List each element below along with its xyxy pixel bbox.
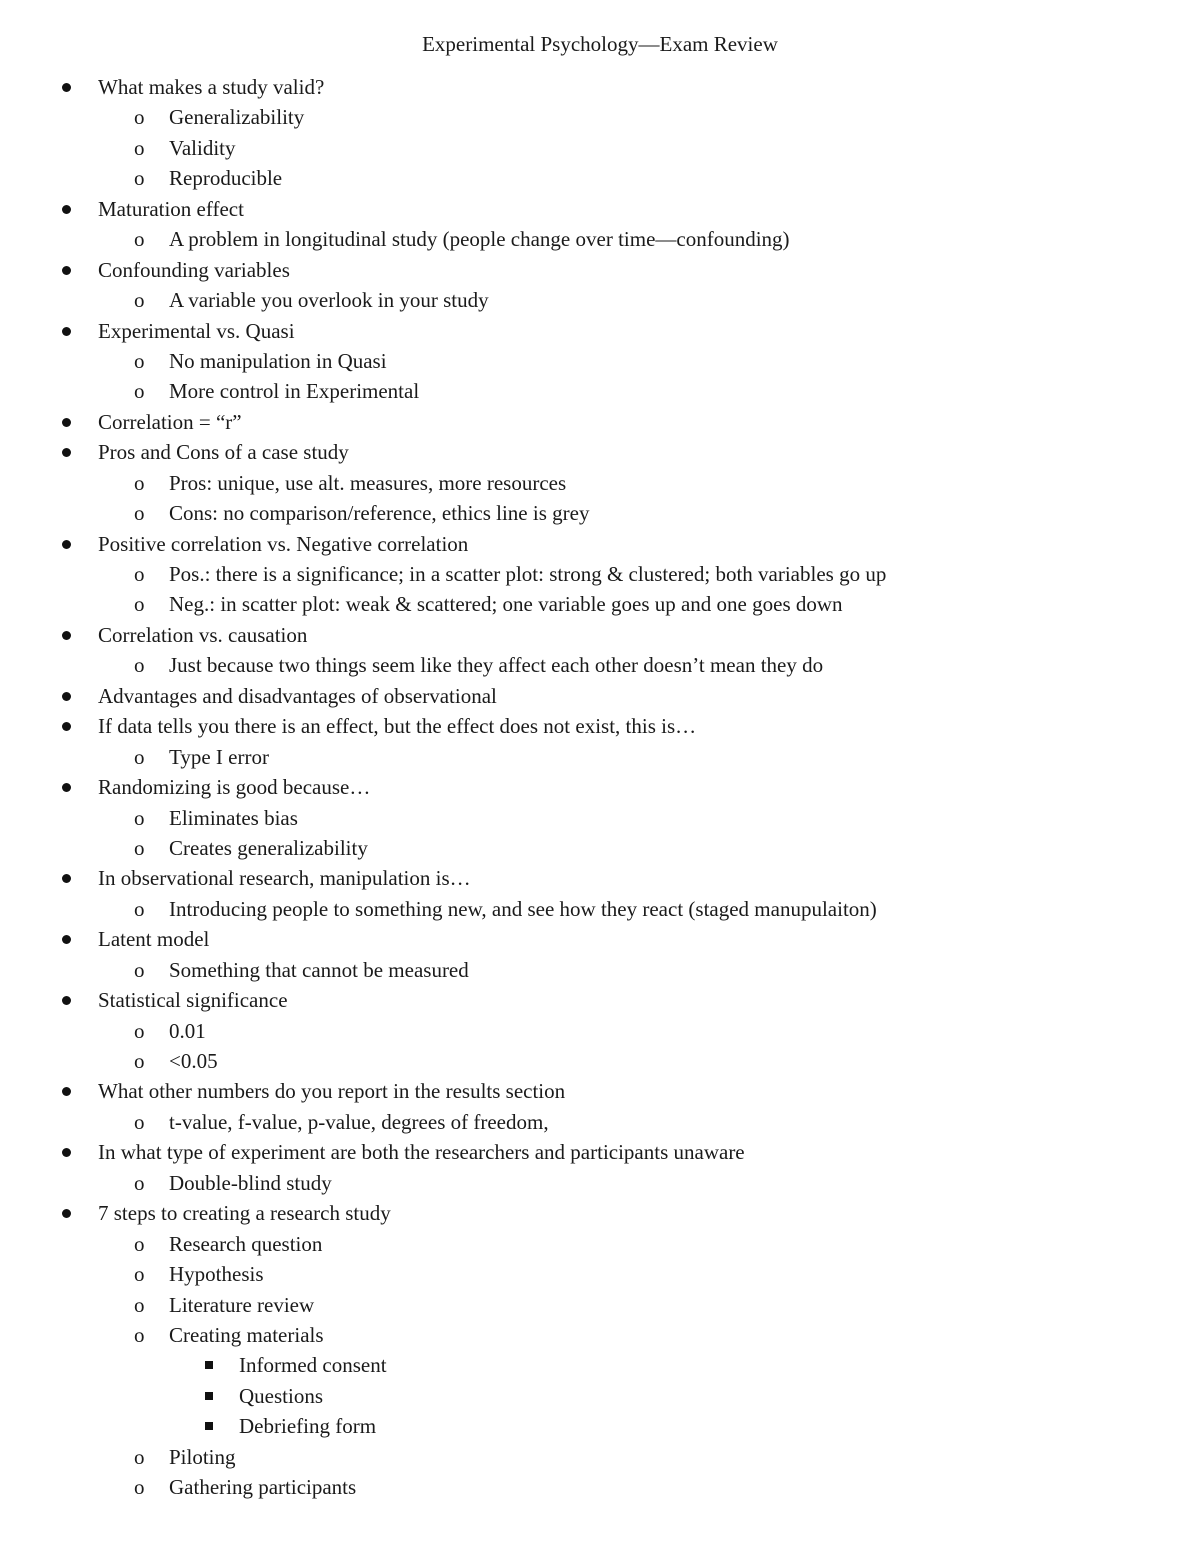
sub-list-item <box>0 1442 1200 1472</box>
list-item-text: Informed consent <box>239 1353 387 1378</box>
list-item <box>0 316 1200 346</box>
bullet-circle-icon: o <box>134 1018 145 1043</box>
bullet-circle-icon: o <box>134 592 145 617</box>
list-item-text: Double-blind study <box>169 1170 332 1195</box>
sub-list-item <box>0 1320 1200 1350</box>
list-item <box>0 194 1200 224</box>
list-item-text: Pros: unique, use alt. measures, more resources <box>169 470 567 495</box>
sub-list-item <box>0 955 1200 985</box>
review-outline <box>0 72 1200 1503</box>
list-item-text: Something that cannot be measured <box>169 957 469 982</box>
list-item-text: Positive correlation vs. Negative correlation <box>98 531 469 556</box>
sub-list-item <box>0 133 1200 163</box>
bullet-square-icon <box>204 1350 218 1380</box>
sub-list-item <box>0 742 1200 772</box>
list-item-text: Maturation effect <box>98 196 244 221</box>
sub-list-item <box>0 468 1200 498</box>
bullet-circle-icon: o <box>134 1262 145 1287</box>
sub-sub-list-item <box>0 1411 1200 1441</box>
sub-list-item <box>0 163 1200 193</box>
list-item-text: <0.05 <box>169 1049 218 1073</box>
list-item <box>0 72 1200 102</box>
list-item <box>0 681 1200 711</box>
sub-list-item <box>0 1472 1200 1502</box>
list-item-text: Gathering participants <box>169 1475 357 1500</box>
bullet-circle-icon: o <box>134 805 145 830</box>
list-item-text: Randomizing is good because… <box>98 775 371 800</box>
sub-list-item <box>0 1046 1200 1076</box>
bullet-disc-icon <box>60 316 76 346</box>
list-item-text: More control in Experimental <box>169 379 420 404</box>
list-item-text: 7 steps to creating a research study <box>98 1201 391 1226</box>
bullet-circle-icon: o <box>134 835 145 860</box>
list-item <box>0 863 1200 893</box>
bullet-circle-icon: o <box>134 562 145 586</box>
bullet-circle-icon: o <box>134 1322 145 1347</box>
list-item-text: Cons: no comparison/reference, ethics line is grey <box>169 501 590 526</box>
bullet-disc-icon <box>60 529 76 559</box>
list-item-text: Neg.: in scatter plot: weak & scattered; one variable goes up and one goes down <box>169 592 843 617</box>
bullet-disc-icon <box>60 1137 76 1167</box>
list-item <box>0 1076 1200 1106</box>
list-item-text: Just because two things seem like they affect each other doesn’t mean they do <box>169 653 824 678</box>
list-item <box>0 985 1200 1015</box>
bullet-circle-icon: o <box>134 470 145 495</box>
list-item-text: No manipulation in Quasi <box>169 348 387 373</box>
bullet-circle-icon: o <box>134 1049 145 1073</box>
list-item-text: Piloting <box>169 1444 236 1469</box>
page-title: Experimental Psychology—Exam Review <box>422 32 778 56</box>
list-item-text: What other numbers do you report in the results section <box>98 1079 566 1104</box>
list-item <box>0 437 1200 467</box>
sub-list-item <box>0 833 1200 863</box>
bullet-disc-icon <box>60 924 76 954</box>
sub-list-item <box>0 102 1200 132</box>
list-item-text: If data tells you there is an effect, but the effect does not exist, this is… <box>98 714 697 739</box>
bullet-circle-icon: o <box>134 288 145 313</box>
list-item-text: Advantages and disadvantages of observational <box>98 683 497 708</box>
sub-list-item <box>0 650 1200 680</box>
list-item-text: Pos.: there is a significance; in a scatter plot: strong & clustered; both variables go up <box>169 562 887 586</box>
bullet-circle-icon: o <box>134 957 145 982</box>
bullet-disc-icon <box>60 772 76 802</box>
bullet-circle-icon: o <box>134 348 145 373</box>
bullet-square-icon <box>204 1411 218 1441</box>
list-item-text: Research question <box>169 1231 323 1256</box>
list-item-text: Type I error <box>169 744 269 769</box>
list-item-text: Generalizability <box>169 105 305 130</box>
bullet-disc-icon <box>60 437 76 467</box>
list-item-text: Literature review <box>169 1292 315 1317</box>
list-item-text: Hypothesis <box>169 1262 264 1287</box>
list-item-text: 0.01 <box>169 1018 206 1043</box>
sub-list-item <box>0 894 1200 924</box>
list-item-text: Experimental vs. Quasi <box>98 318 295 343</box>
sub-list-item <box>0 589 1200 619</box>
list-item-text: What makes a study valid? <box>98 75 325 99</box>
bullet-disc-icon <box>60 407 76 437</box>
bullet-disc-icon <box>60 681 76 711</box>
sub-list-item <box>0 285 1200 315</box>
list-item <box>0 255 1200 285</box>
sub-list-item <box>0 1107 1200 1137</box>
list-item <box>0 1137 1200 1167</box>
bullet-disc-icon <box>60 985 76 1015</box>
sub-sub-list-item <box>0 1350 1200 1380</box>
bullet-disc-icon <box>60 863 76 893</box>
sub-list-item <box>0 376 1200 406</box>
bullet-disc-icon <box>60 711 76 741</box>
list-item-text: Eliminates bias <box>169 805 298 830</box>
list-item-text: A variable you overlook in your study <box>169 288 489 313</box>
bullet-disc-icon <box>60 1198 76 1228</box>
list-item-text: Questions <box>239 1383 323 1408</box>
list-item-text: Latent model <box>98 927 210 952</box>
list-item-text: Reproducible <box>169 166 283 191</box>
list-item-text: Confounding variables <box>98 257 290 282</box>
bullet-circle-icon: o <box>134 1170 145 1195</box>
bullet-disc-icon <box>60 72 76 102</box>
bullet-circle-icon: o <box>134 135 145 160</box>
sub-list-item <box>0 1229 1200 1259</box>
list-item-text: Validity <box>169 135 236 160</box>
list-item-text: Pros and Cons of a case study <box>98 440 349 465</box>
bullet-disc-icon <box>60 194 76 224</box>
sub-list-item <box>0 1168 1200 1198</box>
list-item-text: Statistical significance <box>98 988 288 1013</box>
sub-list-item <box>0 1259 1200 1289</box>
sub-list-item <box>0 559 1200 589</box>
list-item-text: A problem in longitudinal study (people change over time—confounding) <box>169 227 790 252</box>
list-item-text: In what type of experiment are both the researchers and participants unaware <box>98 1140 745 1165</box>
bullet-circle-icon: o <box>134 1475 145 1500</box>
list-item <box>0 924 1200 954</box>
bullet-circle-icon: o <box>134 1292 145 1317</box>
sub-list-item <box>0 803 1200 833</box>
list-item-text: In observational research, manipulation is… <box>98 866 471 891</box>
bullet-circle-icon: o <box>134 227 145 252</box>
list-item-text: Correlation vs. causation <box>98 622 308 647</box>
sub-sub-list-item <box>0 1381 1200 1411</box>
list-item <box>0 407 1200 437</box>
list-item <box>0 529 1200 559</box>
bullet-circle-icon: o <box>134 379 145 404</box>
bullet-circle-icon: o <box>134 501 145 526</box>
list-item <box>0 620 1200 650</box>
bullet-disc-icon <box>60 620 76 650</box>
bullet-disc-icon <box>60 255 76 285</box>
bullet-circle-icon: o <box>134 896 145 921</box>
bullet-circle-icon: o <box>134 105 145 130</box>
list-item-text: Introducing people to something new, and see how they react (staged manupulaiton) <box>169 896 877 921</box>
list-item-text: t-value, f-value, p-value, degrees of freedom, <box>169 1109 549 1134</box>
bullet-circle-icon: o <box>134 1231 145 1256</box>
sub-list-item <box>0 1290 1200 1320</box>
bullet-disc-icon <box>60 1076 76 1106</box>
list-item-text: Creates generalizability <box>169 835 368 860</box>
bullet-circle-icon: o <box>134 166 145 191</box>
bullet-circle-icon: o <box>134 1444 145 1469</box>
bullet-square-icon <box>204 1381 218 1411</box>
bullet-circle-icon: o <box>134 1109 145 1134</box>
bullet-circle-icon: o <box>134 653 145 678</box>
list-item <box>0 711 1200 741</box>
list-item-text: Debriefing form <box>239 1414 377 1439</box>
bullet-circle-icon: o <box>134 744 145 769</box>
sub-list-item <box>0 224 1200 254</box>
list-item-text: Correlation = “r” <box>98 409 242 434</box>
sub-list-item <box>0 498 1200 528</box>
sub-list-item <box>0 1016 1200 1046</box>
list-item <box>0 772 1200 802</box>
list-item-text: Creating materials <box>169 1322 324 1347</box>
sub-list-item <box>0 346 1200 376</box>
list-item <box>0 1198 1200 1228</box>
